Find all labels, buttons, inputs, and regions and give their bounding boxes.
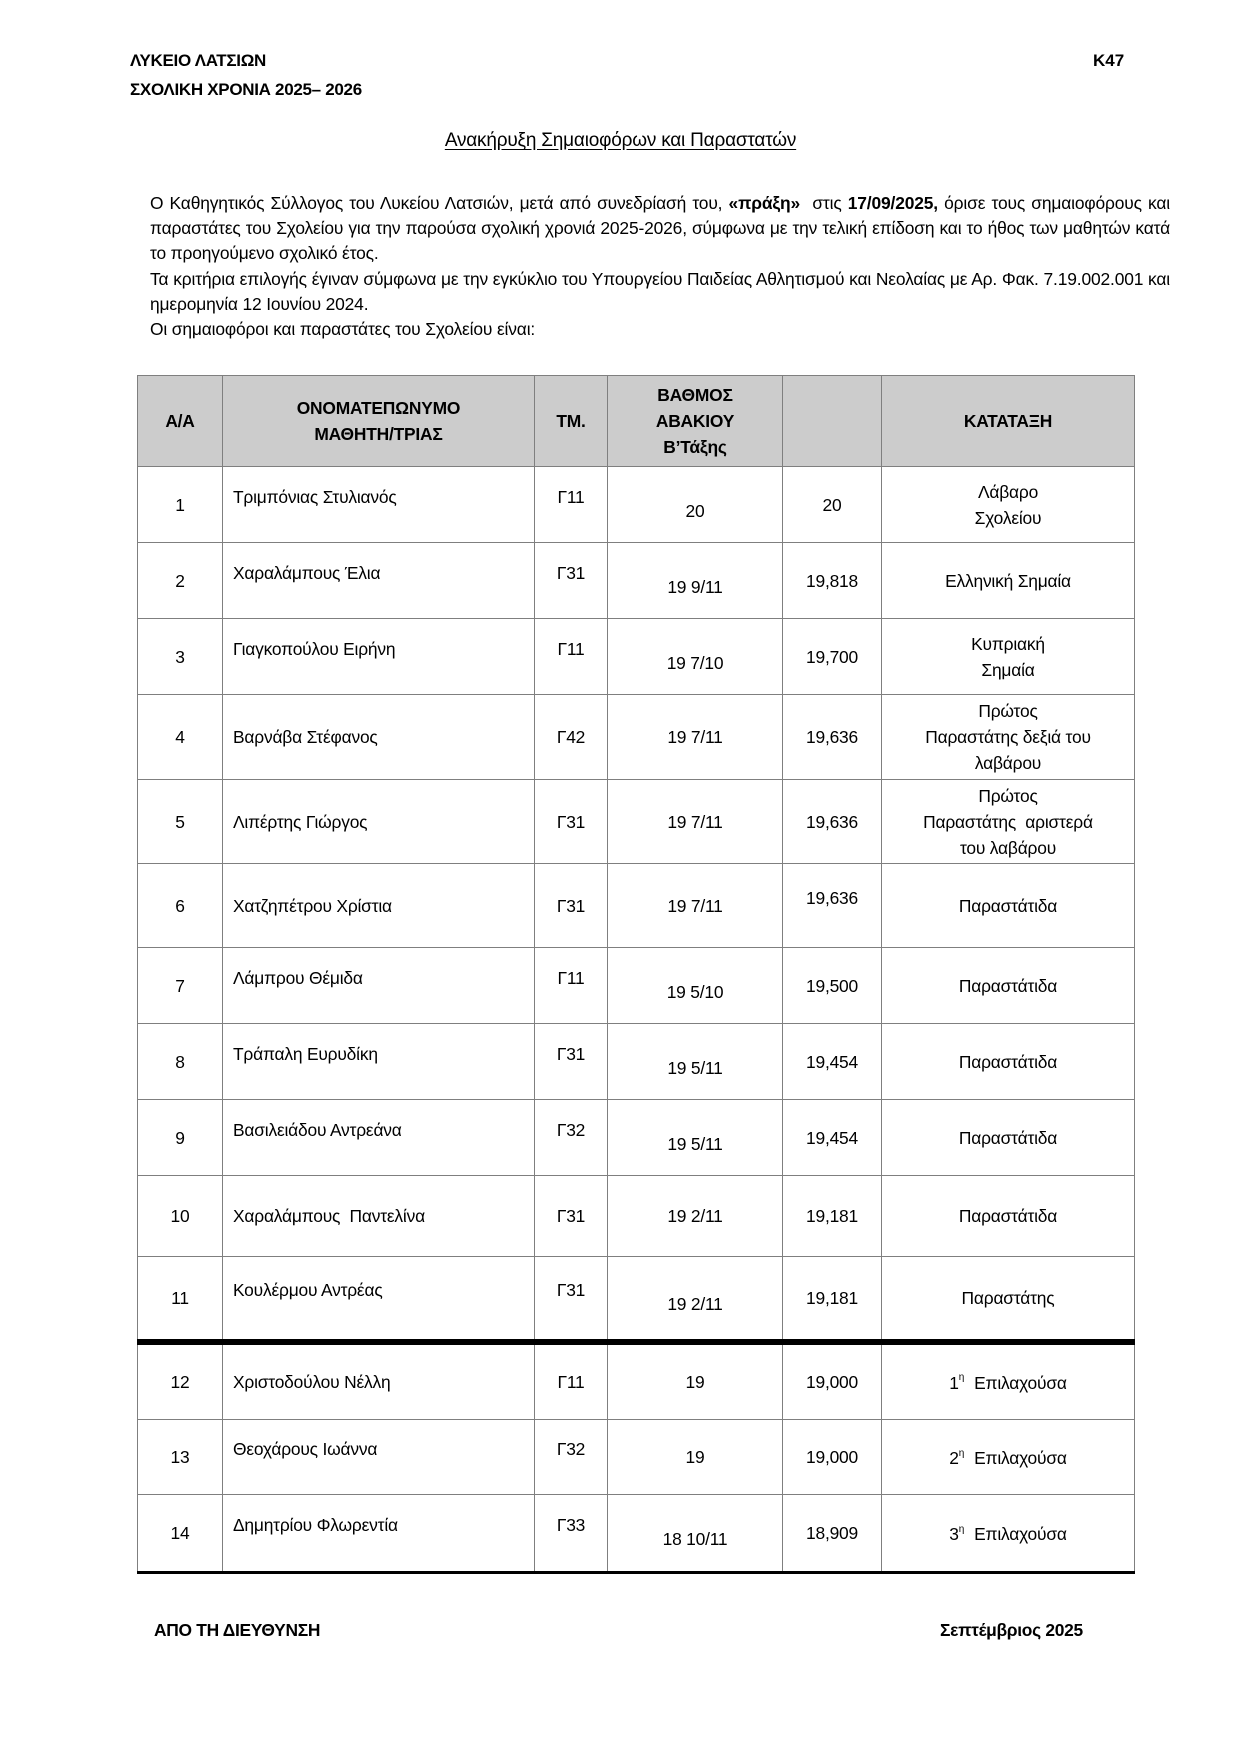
class-section: Γ31 xyxy=(556,811,586,832)
abacus-grade: 19 xyxy=(685,1371,705,1392)
row-number: 12 xyxy=(170,1371,190,1392)
rank-line: Σημαία xyxy=(981,659,1035,680)
class-section: Γ11 xyxy=(557,967,585,988)
section-cell xyxy=(535,619,608,695)
table-row xyxy=(138,1257,1135,1342)
rank-line: Παραστάτιδα xyxy=(958,895,1058,916)
class-section: Γ31 xyxy=(556,1043,586,1064)
class-section: Γ42 xyxy=(556,727,586,747)
student-name: Θεοχάρους Ιωάννα xyxy=(233,1439,378,1459)
rank-text: Επιλαχούσα xyxy=(974,1524,1067,1545)
section-cell xyxy=(535,1342,608,1420)
student-name: Βασιλειάδου Αντρεάνα xyxy=(233,1119,402,1140)
average-cell xyxy=(783,948,882,1024)
average-cell xyxy=(783,619,882,695)
student-name: Κουλέρμου Αντρέας xyxy=(233,1279,383,1300)
abacus-grade: 19 xyxy=(685,1447,705,1467)
row-number-cell xyxy=(138,619,223,695)
rank-cell xyxy=(882,543,1135,619)
rank-text: Επιλαχούσα xyxy=(974,1373,1067,1394)
grade-cell xyxy=(608,543,783,619)
student-name-cell xyxy=(223,1342,535,1420)
rank-ordinal: 1 xyxy=(949,1373,959,1394)
decimal-grade: 19,454 xyxy=(806,1051,858,1072)
rank-cell xyxy=(882,1342,1135,1420)
decimal-grade: 19,818 xyxy=(806,570,858,591)
rank-ordinal: 3 xyxy=(949,1524,959,1545)
average-cell xyxy=(783,780,882,864)
row-number-cell xyxy=(138,1342,223,1420)
student-name: Βαρνάβα Στέφανος xyxy=(233,727,378,747)
student-name: Χατζηπέτρου Χρίστια xyxy=(233,895,392,916)
rank-label xyxy=(949,1448,1066,1468)
row-number-cell xyxy=(138,1495,223,1573)
document-code: Κ47 xyxy=(1093,51,1125,70)
average-cell xyxy=(783,1495,882,1573)
average-cell xyxy=(783,1257,882,1342)
rank-cell xyxy=(882,864,1135,948)
row-number: 5 xyxy=(175,811,185,832)
row-number: 11 xyxy=(171,1287,189,1308)
decimal-grade: 19,636 xyxy=(806,727,858,747)
table-row xyxy=(138,1100,1135,1176)
row-number-cell xyxy=(138,467,223,543)
row-number-cell xyxy=(138,1257,223,1342)
decimal-grade: 19,000 xyxy=(806,1447,858,1467)
table-row xyxy=(138,1024,1135,1100)
average-cell xyxy=(783,695,882,780)
class-section: Γ32 xyxy=(556,1119,586,1140)
intro-paragraph-2: Τα κριτήρια επιλογής έγιναν σύμφωνα με την εγκύκλιο του Υπουργείου Παιδείας Αθλητισμού και Νεολαίας με Αρ. Φακ. 7.19.002.001 και ημερομηνία 12 Ιουνίου 2024. xyxy=(150,268,1170,314)
row-number: 7 xyxy=(175,975,185,996)
table-row xyxy=(138,948,1135,1024)
table-row xyxy=(138,1420,1135,1495)
student-name: Λιπέρτης Γιώργος xyxy=(233,811,368,832)
grade-cell xyxy=(608,948,783,1024)
section-cell xyxy=(535,467,608,543)
table-row xyxy=(138,1176,1135,1257)
row-number: 10 xyxy=(170,1206,190,1226)
rank-line: λαβάρου xyxy=(974,753,1042,773)
rank-line: Παραστάτιδα xyxy=(958,1051,1058,1072)
intro-text xyxy=(150,191,1170,342)
column-header-aa: Α/Α xyxy=(138,376,223,467)
rank-line: του λαβάρου xyxy=(959,837,1057,858)
row-number-cell xyxy=(138,864,223,948)
table-row xyxy=(138,864,1135,948)
decimal-grade: 19,181 xyxy=(806,1287,858,1308)
row-number: 8 xyxy=(175,1051,185,1072)
school-name: ΛΥΚΕΙΟ ΛΑΤΣΙΩΝ xyxy=(130,51,267,70)
abacus-grade: 19 5/11 xyxy=(667,1057,723,1078)
intro-text-part: στις xyxy=(799,193,848,213)
document-header xyxy=(130,46,362,104)
table-header-row xyxy=(138,376,1135,467)
rank-cell xyxy=(882,1420,1135,1495)
abacus-grade: 19 7/10 xyxy=(666,652,724,673)
rank-ordinal-suffix: η xyxy=(958,1447,965,1459)
rank-cell xyxy=(882,1024,1135,1100)
table-row xyxy=(138,619,1135,695)
average-cell xyxy=(783,1176,882,1257)
header-line: ΜΑΘΗΤΗ/ΤΡΙΑΣ xyxy=(314,424,443,444)
abacus-grade: 19 2/11 xyxy=(667,1293,723,1314)
class-section: Γ31 xyxy=(556,562,586,583)
average-cell xyxy=(783,467,882,543)
abacus-grade: 19 9/11 xyxy=(667,576,723,597)
student-name-cell xyxy=(223,864,535,948)
student-name-cell xyxy=(223,1495,535,1573)
row-number: 4 xyxy=(175,727,185,747)
class-section: Γ33 xyxy=(556,1515,586,1535)
section-cell xyxy=(535,864,608,948)
footer-signature: ΑΠΟ ΤΗ ΔΙΕΥΘΥΝΣΗ xyxy=(154,1620,321,1640)
row-number: 2 xyxy=(175,570,185,591)
grade-cell xyxy=(608,467,783,543)
row-number-cell xyxy=(138,780,223,864)
abacus-grade: 19 7/11 xyxy=(667,811,723,832)
grade-cell xyxy=(608,1342,783,1420)
rank-ordinal: 2 xyxy=(949,1448,959,1469)
table-row xyxy=(138,695,1135,780)
abacus-grade: 18 10/11 xyxy=(662,1529,728,1549)
average-cell xyxy=(783,543,882,619)
section-cell xyxy=(535,543,608,619)
column-header-average xyxy=(783,376,882,467)
student-name-cell xyxy=(223,1100,535,1176)
row-number-cell xyxy=(138,948,223,1024)
intro-paragraph-1 xyxy=(150,191,1170,267)
rank-cell xyxy=(882,619,1135,695)
row-number-cell xyxy=(138,1024,223,1100)
student-name-cell xyxy=(223,619,535,695)
row-number-cell xyxy=(138,1420,223,1495)
student-name-cell xyxy=(223,1257,535,1342)
act-label: «πράξη» xyxy=(728,193,800,213)
rank-text: Επιλαχούσα xyxy=(974,1448,1067,1469)
footer-date: Σεπτέμβριος 2025 xyxy=(940,1620,1083,1640)
student-name-cell xyxy=(223,1420,535,1495)
class-section: Γ11 xyxy=(557,486,585,507)
rank-line: Παραστάτιδα xyxy=(958,1127,1058,1148)
grade-cell xyxy=(608,780,783,864)
rank-line: Παραστάτιδα xyxy=(958,975,1058,996)
table-body xyxy=(138,467,1135,1573)
decimal-grade: 19,454 xyxy=(806,1127,858,1148)
section-cell xyxy=(535,1420,608,1495)
class-section: Γ11 xyxy=(557,1371,585,1392)
student-name: Τράπαλη Ευρυδίκη xyxy=(233,1043,378,1064)
abacus-grade: 20 xyxy=(685,500,705,521)
class-section: Γ31 xyxy=(556,1279,586,1300)
column-header-rank: ΚΑΤΑΤΑΞΗ xyxy=(882,376,1135,467)
decimal-grade: 20 xyxy=(822,494,842,515)
grade-cell xyxy=(608,695,783,780)
rank-line: Παραστάτης δεξιά του xyxy=(925,727,1091,747)
flag-bearers-table xyxy=(137,375,1135,1574)
average-cell xyxy=(783,1420,882,1495)
table-row xyxy=(138,543,1135,619)
rank-cell xyxy=(882,1495,1135,1573)
row-number: 13 xyxy=(170,1447,190,1467)
rank-ordinal-suffix: η xyxy=(958,1372,965,1384)
student-name-cell xyxy=(223,1176,535,1257)
section-cell xyxy=(535,1100,608,1176)
grade-cell xyxy=(608,1024,783,1100)
header-line: ΑΒΑΚΙΟΥ xyxy=(655,411,735,431)
average-cell xyxy=(783,1342,882,1420)
student-name-cell xyxy=(223,695,535,780)
decimal-grade: 19,700 xyxy=(806,646,858,667)
student-name-cell xyxy=(223,543,535,619)
table-row xyxy=(138,467,1135,543)
student-name: Δημητρίου Φλωρεντία xyxy=(233,1515,398,1535)
rank-cell xyxy=(882,1100,1135,1176)
class-section: Γ31 xyxy=(556,895,586,916)
row-number: 3 xyxy=(175,646,185,667)
row-number: 6 xyxy=(175,895,185,916)
abacus-grade: 19 7/11 xyxy=(667,727,723,747)
abacus-grade: 19 2/11 xyxy=(667,1206,723,1226)
row-number: 9 xyxy=(175,1127,185,1148)
abacus-grade: 19 7/11 xyxy=(667,895,723,916)
column-header-grade xyxy=(608,376,783,467)
grade-cell xyxy=(608,864,783,948)
section-cell xyxy=(535,1257,608,1342)
row-number: 1 xyxy=(175,494,185,515)
section-cell xyxy=(535,1024,608,1100)
rank-line: Ελληνική Σημαία xyxy=(945,570,1071,591)
table-row xyxy=(138,1342,1135,1420)
rank-cell xyxy=(882,1257,1135,1342)
decimal-grade: 19,636 xyxy=(806,887,858,908)
intro-text-part: Ο Καθηγητικός Σύλλογος του Λυκείου Λατσιών, μετά από συνεδρίασή του, xyxy=(150,193,729,213)
rank-line: Παραστάτης αριστερά xyxy=(923,811,1093,832)
rank-line: Πρώτος xyxy=(978,701,1038,721)
table-row xyxy=(138,1495,1135,1573)
average-cell xyxy=(783,864,882,948)
rank-cell xyxy=(882,780,1135,864)
average-cell xyxy=(783,1100,882,1176)
rank-label xyxy=(949,1373,1066,1393)
class-section: Γ31 xyxy=(556,1206,586,1226)
rank-line: Κυπριακή xyxy=(971,633,1045,654)
decimal-grade: 19,636 xyxy=(806,811,858,832)
grade-cell xyxy=(608,1100,783,1176)
section-cell xyxy=(535,1495,608,1573)
student-name-cell xyxy=(223,467,535,543)
student-name: Χριστοδούλου Νέλλη xyxy=(233,1371,391,1392)
document-title: Ανακήρυξη Σημαιοφόρων και Παραστατών xyxy=(444,130,797,151)
abacus-grade: 19 5/11 xyxy=(667,1133,723,1154)
rank-ordinal-suffix: η xyxy=(958,1523,965,1535)
rank-line: Σχολείου xyxy=(974,507,1042,528)
abacus-grade: 19 5/10 xyxy=(666,981,724,1002)
rank-line: Παραστάτιδα xyxy=(958,1206,1058,1226)
section-cell xyxy=(535,695,608,780)
student-name: Γιαγκοπούλου Ειρήνη xyxy=(233,638,396,659)
grade-cell xyxy=(608,1257,783,1342)
row-number-cell xyxy=(138,1100,223,1176)
section-cell xyxy=(535,948,608,1024)
student-name: Χαραλάμπους Παντελίνα xyxy=(233,1206,425,1226)
rank-line: Πρώτος xyxy=(978,785,1038,806)
school-year: ΣΧΟΛΙΚΗ ΧΡΟΝΙΑ 2025– 2026 xyxy=(130,80,362,99)
decimal-grade: 19,500 xyxy=(806,975,858,996)
rank-cell xyxy=(882,695,1135,780)
student-name-cell xyxy=(223,780,535,864)
student-name: Τριμπόνιας Στυλιανός xyxy=(233,486,397,507)
class-section: Γ32 xyxy=(556,1439,586,1459)
header-line: ΟΝΟΜΑΤΕΠΩΝΥΜΟ xyxy=(296,398,461,418)
row-number: 14 xyxy=(170,1523,190,1543)
grade-cell xyxy=(608,619,783,695)
row-number-cell xyxy=(138,543,223,619)
student-name: Χαραλάμπους Έλια xyxy=(233,562,381,583)
table-row xyxy=(138,780,1135,864)
section-cell xyxy=(535,780,608,864)
student-name: Λάμπρου Θέμιδα xyxy=(233,967,363,988)
grade-cell xyxy=(608,1176,783,1257)
intro-paragraph-3: Οι σημαιοφόροι και παραστάτες του Σχολείου είναι: xyxy=(150,319,536,340)
rank-label xyxy=(949,1524,1066,1544)
student-name-cell xyxy=(223,948,535,1024)
header-line: ΒΑΘΜΟΣ xyxy=(657,385,733,405)
class-section: Γ11 xyxy=(557,638,585,659)
rank-cell xyxy=(882,948,1135,1024)
rank-line: Λάβαρο xyxy=(977,481,1039,502)
average-cell xyxy=(783,1024,882,1100)
column-header-section: ΤΜ. xyxy=(535,376,608,467)
row-number-cell xyxy=(138,695,223,780)
row-number-cell xyxy=(138,1176,223,1257)
grade-cell xyxy=(608,1420,783,1495)
column-header-name xyxy=(223,376,535,467)
decimal-grade: 19,181 xyxy=(806,1206,858,1226)
meeting-date: 17/09/2025, xyxy=(847,193,938,213)
section-cell xyxy=(535,1176,608,1257)
rank-line: Παραστάτης xyxy=(961,1287,1055,1308)
rank-cell xyxy=(882,1176,1135,1257)
decimal-grade: 19,000 xyxy=(806,1371,858,1392)
decimal-grade: 18,909 xyxy=(806,1523,858,1543)
student-name-cell xyxy=(223,1024,535,1100)
intro-text-part: όρισε τους σημαιοφόρους και παραστάτες του Σχολείου για την παρούσα σχολική χρονιά 2025-2026, σύμφωνα με την τελική επίδοση και το ήθος των μαθητών κατά το προηγούμενο σχολικό έτος. xyxy=(150,193,1170,264)
header-line: Β’Τάξης xyxy=(663,437,727,457)
grade-cell xyxy=(608,1495,783,1573)
rank-cell xyxy=(882,467,1135,543)
